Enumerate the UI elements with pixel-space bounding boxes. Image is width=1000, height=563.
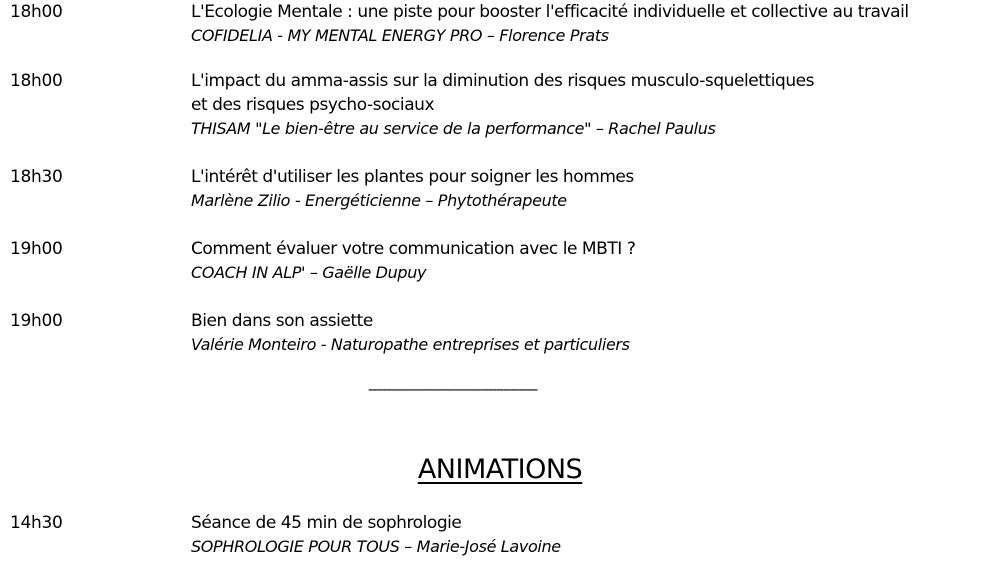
entry-time: 19h00 — [10, 239, 63, 259]
entry-time: 18h00 — [10, 71, 63, 91]
entry-body — [191, 0, 991, 47]
entry-title: L'Ecologie Mentale : une piste pour booster l'efficacité individuelle et collective au travail — [191, 2, 909, 22]
entry-time: 19h00 — [10, 311, 63, 331]
entry-title-line-1: L'impact du amma-assis sur la diminution des risques musculo-squelettiques — [191, 71, 815, 91]
entry-title-line-2: et des risques psycho-sociaux — [191, 95, 435, 115]
section-divider: --------------------------------------------- — [368, 382, 537, 398]
entry-body — [191, 165, 991, 212]
entry-time: 18h00 — [10, 2, 63, 22]
entry-speaker: COACH IN ALP' – Gaëlle Dupuy — [191, 263, 427, 282]
entry-time: 18h30 — [10, 167, 63, 187]
entry-speaker: SOPHROLOGIE POUR TOUS – Marie-José Lavoine — [191, 537, 561, 556]
entry-body — [191, 69, 991, 140]
entry-title: Comment évaluer votre communication avec le MBTI ? — [191, 239, 636, 259]
entry-title: Bien dans son assiette — [191, 311, 373, 331]
entry-body — [191, 309, 991, 356]
entry-title: L'intérêt d'utiliser les plantes pour soigner les hommes — [191, 167, 634, 187]
entry-time: 14h30 — [10, 513, 63, 533]
animations-heading: ANIMATIONS — [417, 454, 583, 485]
entry-speaker: THISAM "Le bien-être au service de la performance" – Rachel Paulus — [191, 119, 716, 138]
entry-body — [191, 511, 991, 558]
entry-title: Séance de 45 min de sophrologie — [191, 513, 462, 533]
entry-speaker: Marlène Zilio - Energéticienne – Phytothérapeute — [191, 191, 567, 210]
entry-speaker: COFIDELIA - MY MENTAL ENERGY PRO – Florence Prats — [191, 26, 609, 45]
entry-speaker: Valérie Monteiro - Naturopathe entreprises et particuliers — [191, 335, 630, 354]
entry-body — [191, 237, 991, 284]
